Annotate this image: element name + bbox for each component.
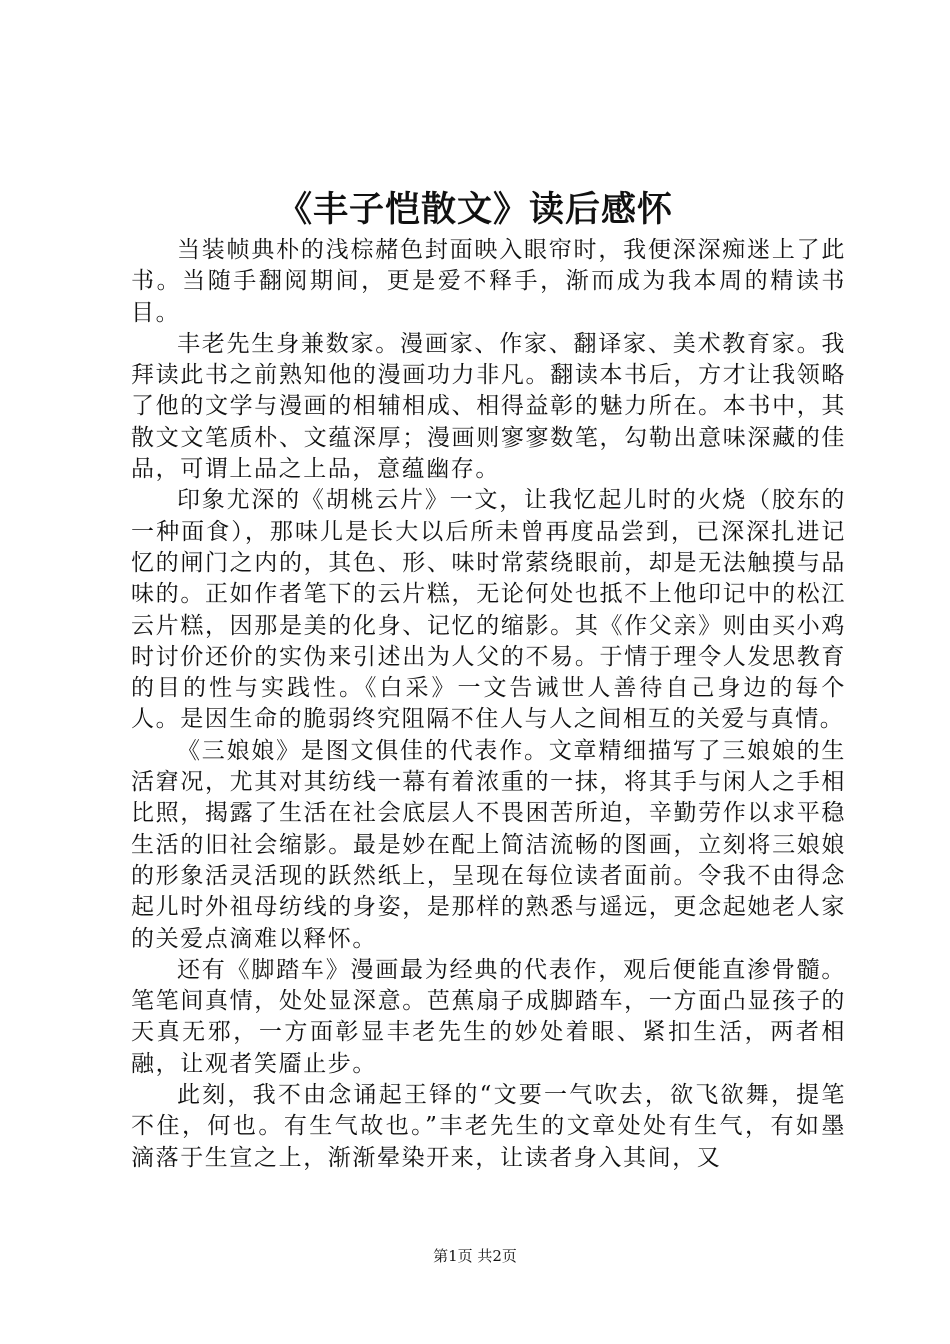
page-number-footer: 第1页 共2页: [433, 1247, 517, 1265]
paragraph-3: 印象尤深的《胡桃云片》一文，让我忆起儿时的火烧（胶东的一种面食），那味儿是长大以后所未曾再度品尝到，已深深扎进记忆的闸门之内的，其色、形、味时常萦绕眼前，却是无法触摸与品味的。正如作者笔下的云片糕，无论何处也抵不上他印记中的松江云片糕，因那是美的化身、记忆的缩影。其《作父亲》则由买小鸡时讨价还价的实伪来引述出为人父的不易。于情于理令人发思教育的目的性与实践性。《白采》一文告诫世人善待自己身边的每个人。是因生命的脆弱终究阻隔不住人与人之间相互的关爱与真情。: [131, 487, 846, 733]
paragraph-2: 丰老先生身兼数家。漫画家、作家、翻译家、美术教育家。我拜读此书之前熟知他的漫画功力非凡。翻读本书后，方才让我领略了他的文学与漫画的相辅相成、相得益彰的魅力所在。本书中，其散文文笔质朴、文蕴深厚；漫画则寥寥数笔，勾勒出意味深藏的佳品，可谓上品之上品，意蕴幽存。: [131, 330, 846, 483]
paragraph-1: 当装帧典朴的浅棕赭色封面映入眼帘时，我便深深痴迷上了此书。当随手翻阅期间，更是爱不释手，渐而成为我本周的精读书目。: [131, 237, 846, 326]
document-title: 《丰子恺散文》读后感怀: [276, 189, 673, 230]
document-body: [131, 235, 846, 1174]
paragraph-6: 此刻，我不由念诵起王铎的“文要一气吹去，欲飞欲舞，提笔不住，何也。有生气故也。”丰老先生的文章处处有生气，有如墨滴落于生宣之上，渐渐晕染开来，让读者身入其间，又: [131, 1082, 846, 1171]
paragraph-5: 还有《脚踏车》漫画最为经典的代表作，观后便能直渗骨髓。笔笔间真情，处处显深意。芭蕉扇子成脚踏车，一方面凸显孩子的天真无邪，一方面彰显丰老先生的妙处着眼、紧扣生活，两者相融，让观者笑靥止步。: [131, 956, 846, 1077]
paragraph-4: 《三娘娘》是图文俱佳的代表作。文章精细描写了三娘娘的生活窘况，尤其对其纺线一幕有着浓重的一抹，将其手与闲人之手相比照，揭露了生活在社会底层人不畏困苦所迫，辛勤劳作以求平稳生活的旧社会缩影。最是妙在配上简洁流畅的图画，立刻将三娘娘的形象活灵活现的跃然纸上，呈现在每位读者面前。令我不由得念起儿时外祖母纺线的身姿，是那样的熟悉与遥远，更念起她老人家的关爱点滴难以释怀。: [131, 737, 846, 952]
